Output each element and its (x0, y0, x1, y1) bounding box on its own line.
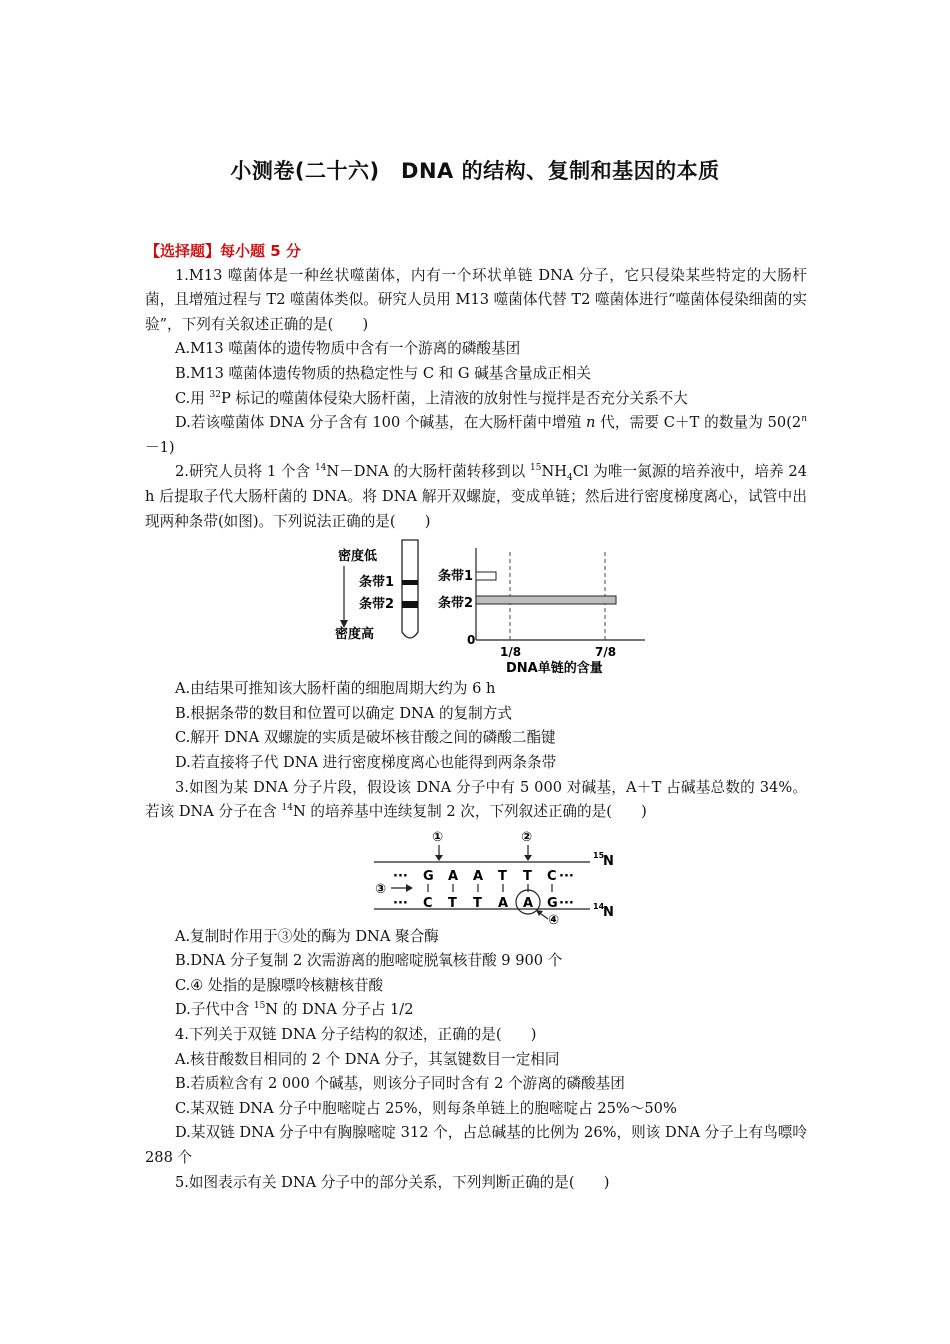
figure-dna-fragment (145, 825, 807, 925)
bottom-base-1: C (423, 895, 433, 911)
chart-x-label: DNA单链的含量 (506, 661, 603, 677)
density-chart (145, 534, 807, 677)
q1-stem: 1.M13 噬菌体是一种丝状噬菌体，内有一个环状单链 DNA 分子，它只侵染某些特定的大肠杆菌，且增殖过程与 T2 噬菌体类似。研究人员用 M13 噬菌体代替 T2 噬菌体进行“噬菌体侵染细菌的实验”，下列有关叙述正确的是( ) (145, 266, 807, 333)
marker-2: ② (521, 829, 533, 845)
bottom-base-4: A (498, 895, 509, 911)
marker-3-arrowhead (406, 884, 413, 892)
marker-4: ④ (548, 912, 560, 925)
marker-3: ③ (375, 881, 387, 897)
tick-label-7-8: 7/8 (595, 645, 617, 660)
q2-option-c: C.解开 DNA 双螺旋的实质是破坏核苷酸之间的磷酸二酯键 (175, 729, 556, 747)
tube-band1-label: 条带1 (359, 575, 395, 591)
top-dots-left: ··· (393, 868, 408, 884)
bar-band-2 (476, 596, 616, 604)
document-body (145, 239, 807, 1195)
bottom-base-5: A (523, 895, 534, 911)
q2-stem: 2.研究人员将 1 个含 $^{14}$N－DNA 的大肠杆菌转移到以 $^{15}NH_4Cl$ 为唯一氮源的培养液中，培养 24 h 后提取子代大肠杆菌的 DNA。将 DNA 解开双螺旋，变成单链；然后进行密度梯度离心，试管中出现两种条带(如图)。下列说法正确的是( ) (145, 463, 807, 530)
q2-option-d: D.若直接将子代 DNA 进行密度梯度离心也能得到两条条带 (175, 753, 557, 771)
q2-option-a: A.由结果可推知该大肠杆菌的细胞周期大约为 6 h (175, 680, 496, 698)
bar-chart (438, 548, 645, 676)
q1-option-a: A.M13 噬菌体的遗传物质中含有一个游离的磷酸基团 (175, 340, 521, 358)
dna-fragment-diagram (145, 825, 807, 925)
test-tube (402, 540, 418, 638)
q3-option-a: A.复制时作用于③处的酶为 DNA 聚合酶 (175, 927, 439, 945)
tube-band2-label: 条带2 (359, 597, 395, 613)
bottom-strand-isotope: 14 (593, 901, 605, 911)
bottom-base-3: T (473, 895, 482, 911)
bar-label-2: 条带2 (438, 596, 474, 612)
page-title: 小测卷(二十六) DNA 的结构、复制和基因的本质 (230, 159, 720, 183)
top-base-5: T (523, 868, 532, 884)
top-strand-N: N (603, 853, 614, 869)
bottom-strand-N: N (603, 904, 614, 920)
q3-option-c: C.④ 处指的是腺嘌呤核糖核苷酸 (175, 976, 384, 994)
bottom-base-6: G (547, 895, 558, 911)
q2-option-b: B.根据条带的数目和位置可以确定 DNA 的复制方式 (175, 704, 512, 722)
bottom-dots-left: ··· (393, 895, 408, 911)
top-base-6: C (547, 868, 557, 884)
q5-stem: 5.如图表示有关 DNA 分子中的部分关系，下列判断正确的是( ) (175, 1173, 610, 1191)
q3-stem: 3.如图为某 DNA 分子片段，假设该 DNA 分子中有 5 000 对碱基，A＋T 占碱基总数的 34%。若该 DNA 分子在含 $^{14}$N 的培养基中连续复制 2 次，下列叙述正确的是( ) (145, 778, 807, 821)
q1-option-b: B.M13 噬菌体遗传物质的热稳定性与 C 和 G 碱基含量成正相关 (175, 364, 591, 382)
q1-option-d: D.若该噬菌体 DNA 分子含有 100 个碱基，在大肠杆菌中增殖 n 代，需要 C＋T 的数量为 $50(2^n-1)$ (145, 414, 807, 456)
bottom-base-2: T (448, 895, 457, 911)
marker-2-arrowhead (524, 855, 532, 861)
tube-band-2 (402, 601, 418, 608)
bar-label-1: 条带1 (438, 569, 474, 585)
top-base-4: T (498, 868, 507, 884)
top-strand-isotope: 15 (593, 850, 605, 860)
tube-band-1 (402, 580, 418, 585)
section-header: 【选择题】每小题 5 分 (145, 242, 301, 260)
marker-1: ① (432, 829, 444, 845)
q3-option-b: B.DNA 分子复制 2 次需游离的胞嘧啶脱氧核苷酸 9 900 个 (175, 952, 563, 970)
figure-density-gradient (145, 534, 807, 677)
top-base-1: G (423, 868, 434, 884)
q4-stem: 4.下列关于双链 DNA 分子结构的叙述，正确的是( ) (175, 1026, 537, 1044)
bottom-dots-right: ··· (559, 895, 574, 911)
q4-option-c: C.某双链 DNA 分子中胞嘧啶占 25%，则每条单链上的胞嘧啶占 25%～50% (175, 1099, 677, 1117)
top-base-3: A (473, 868, 484, 884)
top-base-2: A (448, 868, 459, 884)
q4-option-a: A.核苷酸数目相同的 2 个 DNA 分子，其氢键数目一定相同 (175, 1050, 560, 1068)
q1-option-c: C.用 $^{32}$P 标记的噬菌体侵染大肠杆菌，上清液的放射性与搅拌是否充分关系不大 (175, 389, 688, 407)
q4-option-d: D.某双链 DNA 分子中有胸腺嘧啶 312 个，占总碱基的比例为 26%，则该 DNA 分子上有鸟嘌呤 288 个 (145, 1124, 807, 1167)
q4-option-b: B.若质粒含有 2 000 个碱基，则该分子同时含有 2 个游离的磷酸基团 (175, 1075, 625, 1093)
density-low-label: 密度低 (338, 549, 378, 565)
top-dots-right: ··· (559, 868, 574, 884)
density-high-label: 密度高 (335, 627, 375, 643)
chart-origin-label: 0 (467, 633, 476, 648)
bar-band-1 (476, 572, 496, 580)
tick-label-1-8: 1/8 (500, 645, 522, 660)
marker-1-arrowhead (435, 855, 443, 861)
q3-option-d: D.子代中含 $^{15}$N 的 DNA 分子占 1/2 (175, 1001, 414, 1019)
